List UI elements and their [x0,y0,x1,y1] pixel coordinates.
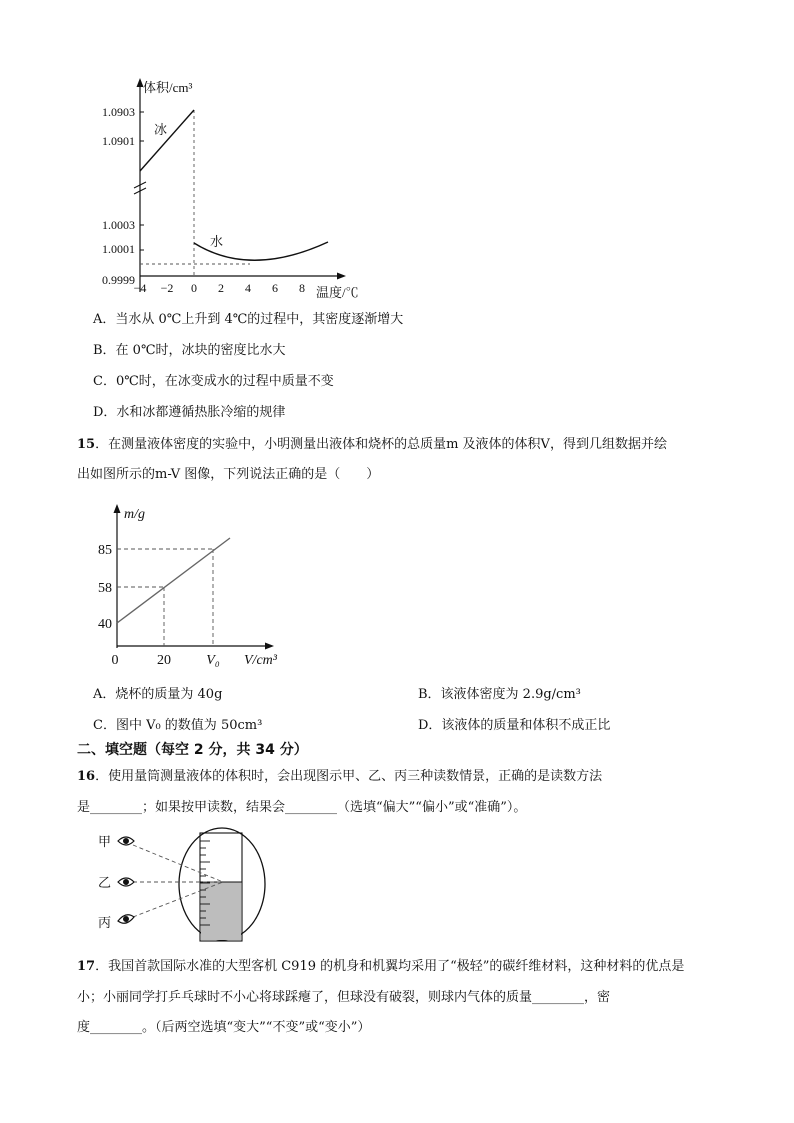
eye-icon [118,878,134,886]
question-number: 17 [77,959,96,974]
question-number: 16 [77,769,96,784]
x-tick: −4 [133,281,147,295]
y-tick: 1.0001 [102,242,135,256]
eye-icon [118,915,134,924]
y-tick: 0.9999 [102,273,135,287]
ice-line [140,110,194,171]
q15-option-a: A．烧杯的质量为 40g [93,687,223,702]
q15-option-d: D．该液体的质量和体积不成正比 [418,718,611,733]
ice-label: 冰 [154,122,168,137]
q15-option-b: B．该液体密度为 2.9g/cm³ [418,687,581,702]
y-tick: 40 [98,617,112,632]
q17-stem-line1 [77,957,684,977]
y-axis-label: 体积/cm³ [143,80,193,95]
mass-volume-graph [100,500,300,675]
liquid [201,882,241,940]
x-tick: 20 [157,653,171,668]
q16-text: ．使用量筒测量液体的体积时，会出现图示甲、乙、丙三种读数情景，正确的是读数方法 [95,769,603,784]
q15-stem-line2: 出如图所示的m-V 图像，下列说法正确的是（ ） [77,467,380,482]
x-tick: V₀ [206,653,220,668]
x-tick: 8 [299,281,305,295]
eye-icon [118,837,134,845]
section-title: 二、填空题（每空 2 分，共 34 分） [77,742,308,758]
q15-option-c: C．图中 V₀ 的数值为 50cm³ [93,718,263,733]
y-tick: 58 [98,581,112,596]
x-tick: −2 [160,281,174,295]
question-number: 15 [77,437,96,452]
y-tick: 1.0003 [102,218,135,232]
q14-option-c: C．0℃时，在冰变成水的过程中质量不变 [93,374,334,389]
q15-stem-line1 [77,435,667,455]
q17-text: ．我国首款国际水准的大型客机 C919 的机身和机翼均采用了“极轻”的碳纤维材料，这种材料的优点是 [95,959,685,974]
q17-stem-line3: 度________。（后两空选填“变大”“不变”或“变小”） [77,1020,371,1035]
x-axis-label: V/cm³ [244,653,277,668]
y-tick: 85 [98,543,112,558]
label-bing: 丙 [98,916,112,931]
x-tick: 0 [111,653,119,668]
q16-stem-line1 [77,767,602,787]
q14-option-b: B．在 0℃时，冰块的密度比水大 [93,343,286,358]
y-axis-label: m/g [124,507,145,522]
q17-stem-line2: 小；小丽同学打乒乓球时不小心将球踩瘪了，但球没有破裂，则球内气体的质量________，密 [77,990,611,1005]
x-axis-label: 温度/℃ [316,285,359,300]
y-tick: 1.0901 [102,134,135,148]
q14-option-a: A．当水从 0℃上升到 4℃的过程中，其密度逐渐增大 [93,312,404,327]
y-tick: 1.0903 [102,105,135,119]
water-label: 水 [210,234,224,249]
x-tick: 4 [245,281,251,295]
label-yi: 乙 [98,876,112,891]
q15-text: ．在测量液体密度的实验中，小明测量出液体和烧杯的总质量m 及液体的体积V，得到几组数据并绘 [95,437,667,452]
volume-temperature-graph [90,70,380,305]
x-tick: 0 [191,281,197,295]
q14-option-d: D．水和冰都遵循热胀冷缩的规律 [93,405,286,420]
x-tick: 6 [272,281,278,295]
x-tick: 2 [218,281,224,295]
q16-stem-line2: 是________；如果按甲读数，结果会________（选填“偏大”“偏小”或“准确”）。 [77,800,527,815]
cylinder-reading-figure [95,827,275,942]
label-jia: 甲 [98,835,112,850]
